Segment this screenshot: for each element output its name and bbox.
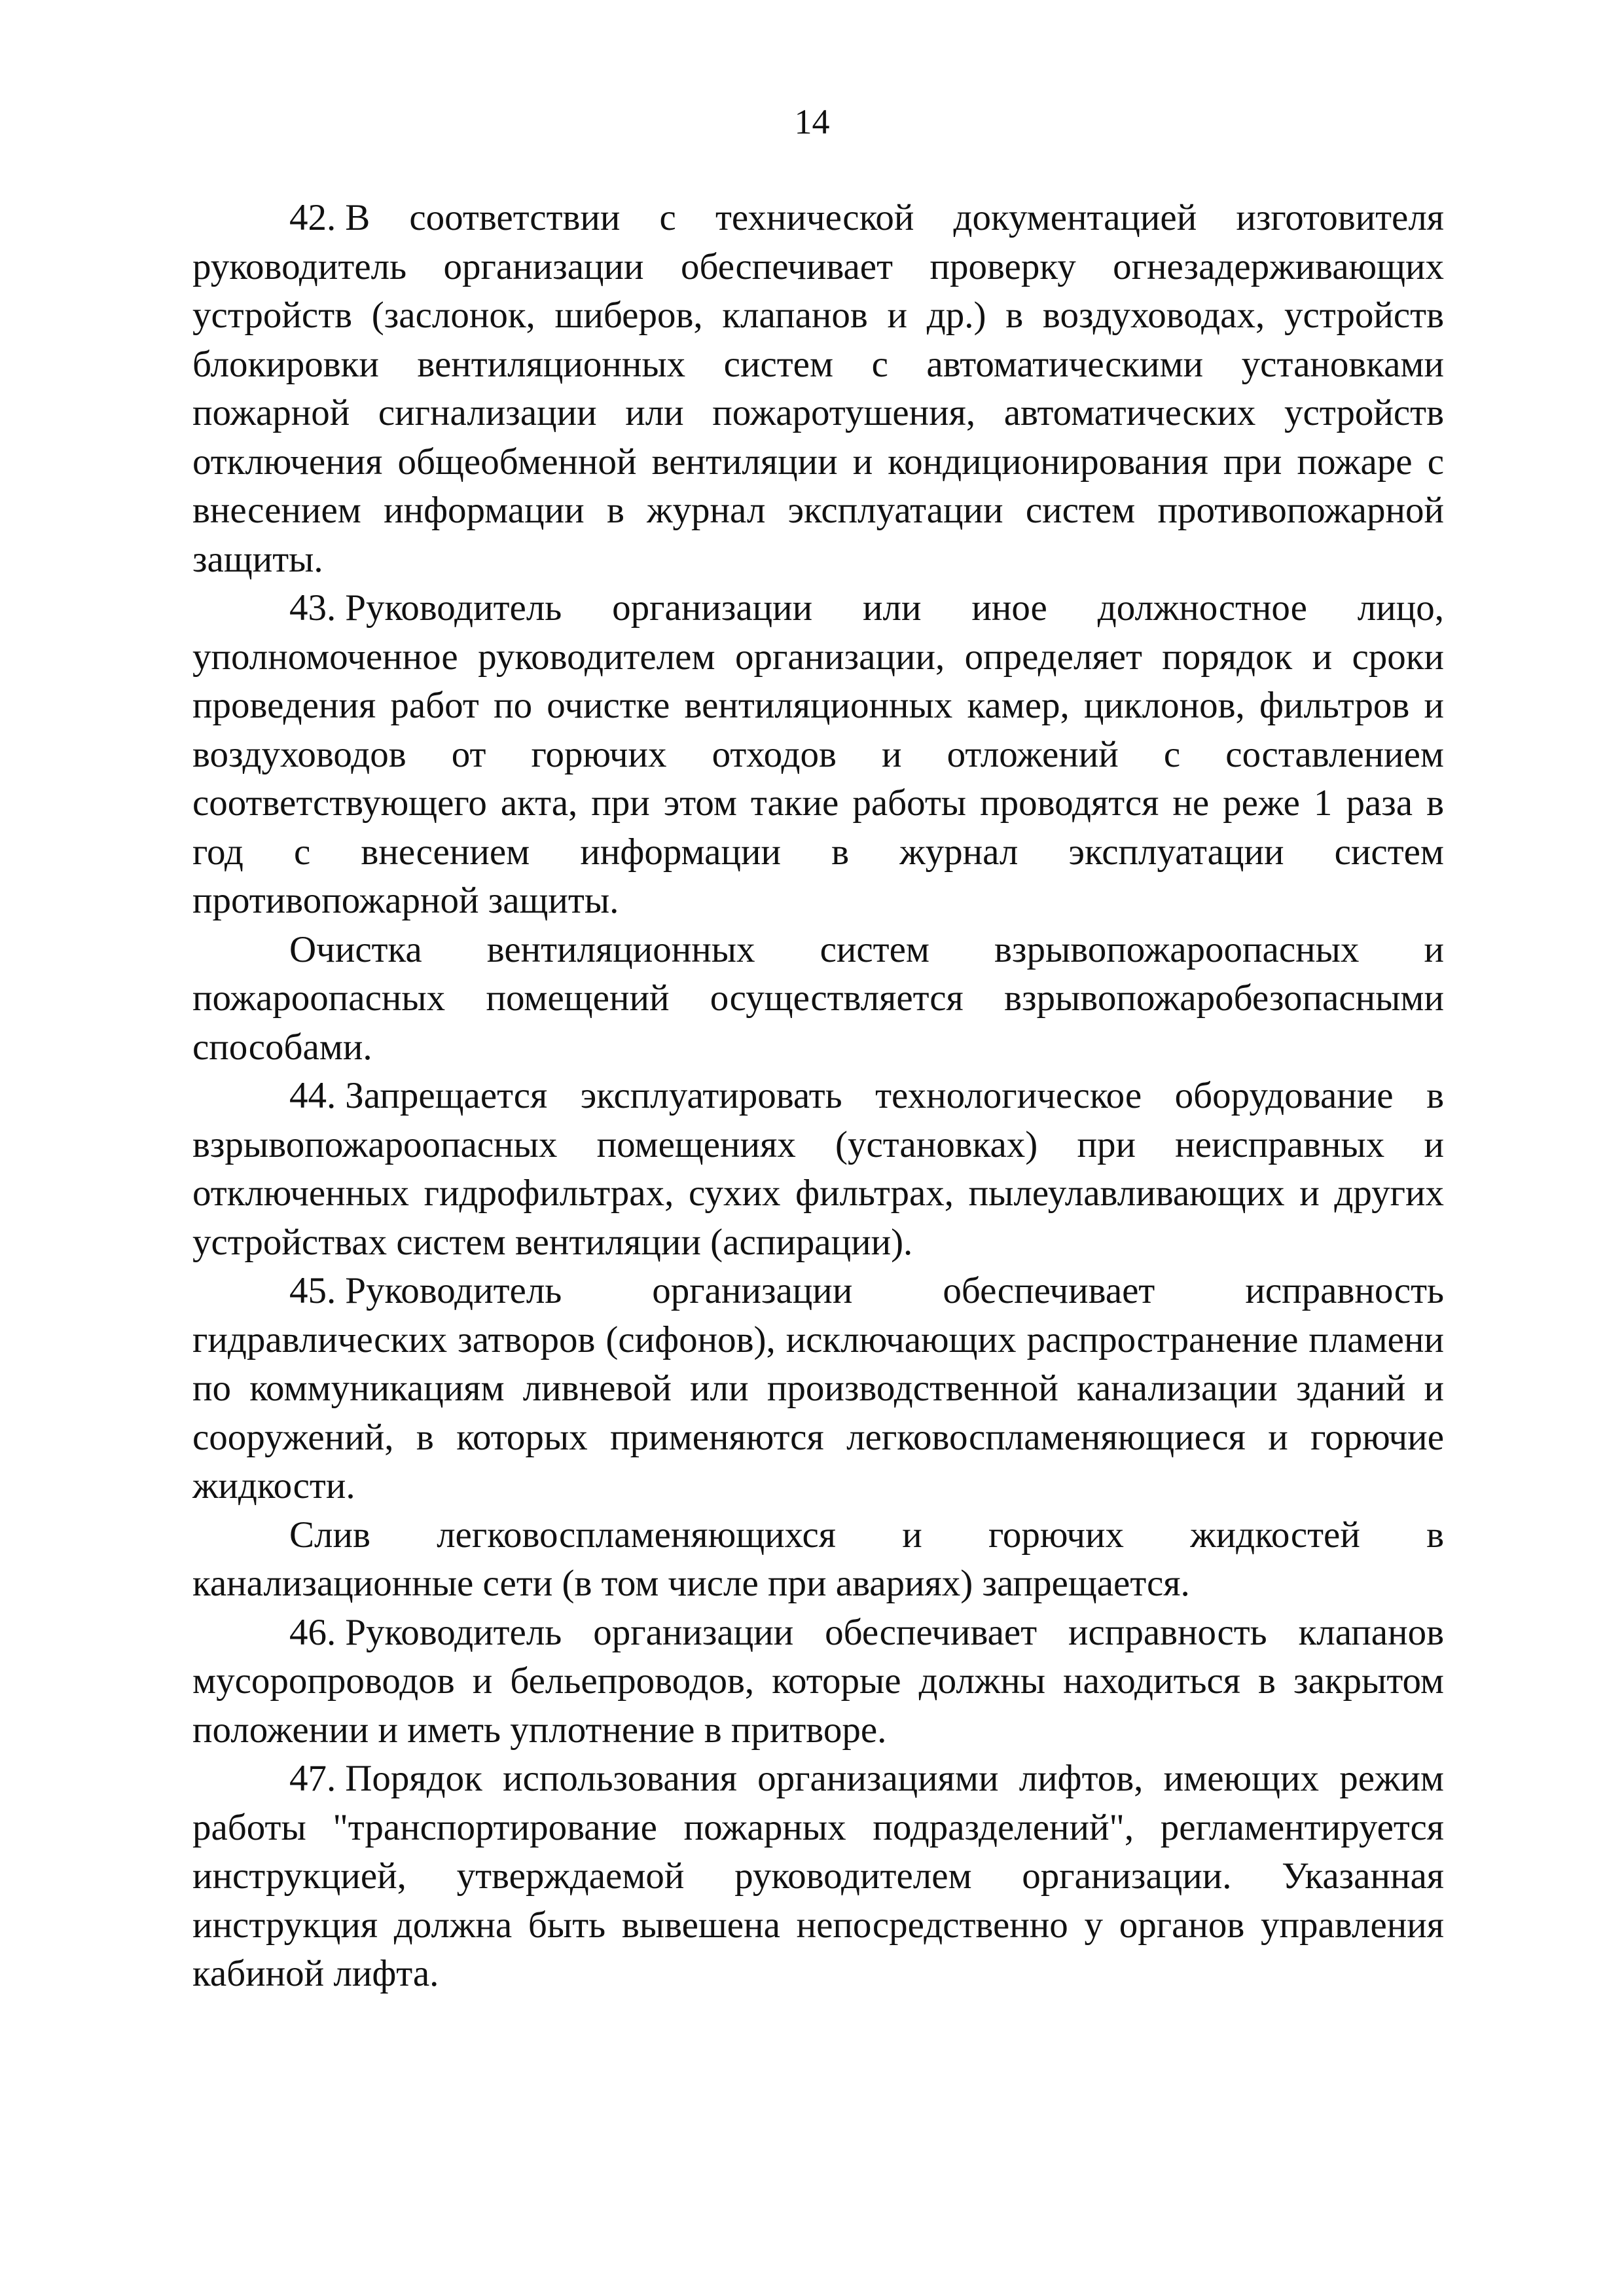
page-number: 14 xyxy=(794,102,830,141)
paragraph-number: 43. xyxy=(289,587,336,629)
paragraph-number: 45. xyxy=(289,1270,336,1311)
paragraph-number: 46. xyxy=(289,1611,336,1653)
paragraph-text: В соответствии с технической документацией изготовителя руководитель организации обеспечивает проверку огнезадерживающих устройств (заслонок, шиберов, клапанов и др.) в воздуховодах, устройств блокировки вентиляционных систем с автоматическими установками пожарной сигнализации или пожаротушения, автоматических устройств отключения общеобменной вентиляции и кондиционирования при пожаре с внесением информации в журнал эксплуатации систем противопожарной защиты. xyxy=(192,197,1444,580)
paragraph-43-continuation xyxy=(192,926,1444,1072)
paragraph-text: Руководитель организации обеспечивает исправность клапанов мусоропроводов и бельепроводов, которые должны находиться в закрытом положении и иметь уплотнение в притворе. xyxy=(192,1611,1444,1751)
paragraph-text: Запрещается эксплуатировать технологическое оборудование в взрывопожароопасных помещениях (установках) при неисправных и отключенных гидрофильтрах, сухих фильтрах, пылеулавливающих и других устройствах систем вентиляции (аспирации). xyxy=(192,1075,1444,1263)
paragraph-43 xyxy=(192,584,1444,926)
paragraph-text: Руководитель организации обеспечивает исправность гидравлических затворов (сифонов), исключающих распространение пламени по коммуникациям ливневой или производственной канализации зданий и сооружений, в которых применяются легковоспламеняющиеся и горючие жидкости. xyxy=(192,1270,1444,1506)
paragraph-text: Слив легковоспламеняющихся и горючих жидкостей в канализационные сети (в том числе при авариях) запрещается. xyxy=(192,1514,1444,1604)
paragraph-44 xyxy=(192,1072,1444,1267)
paragraph-46 xyxy=(192,1609,1444,1755)
paragraph-text: Очистка вентиляционных систем взрывопожароопасных и пожароопасных помещений осуществляется взрывопожаробезопасными способами. xyxy=(192,928,1444,1068)
paragraph-text: Порядок использования организациями лифтов, имеющих режим работы "транспортирование пожарных подразделений", регламентируется инструкцией, утверждаемой руководителем организации. Указанная инструкция должна быть вывешена непосредственно у органов управления кабиной лифта. xyxy=(192,1758,1444,1994)
document-body xyxy=(192,194,1444,1999)
paragraph-47 xyxy=(192,1755,1444,1999)
paragraph-42 xyxy=(192,194,1444,584)
paragraph-45-continuation xyxy=(192,1511,1444,1609)
paragraph-text: Руководитель организации или иное должностное лицо, уполномоченное руководителем организации, определяет порядок и сроки проведения работ по очистке вентиляционных камер, циклонов, фильтров и воздуховодов от горючих отходов и отложений с составлением соответствующего акта, при этом такие работы проводятся не реже 1 раза в год с внесением информации в журнал эксплуатации систем противопожарной защиты. xyxy=(192,587,1444,921)
paragraph-number: 42. xyxy=(289,197,336,238)
paragraph-45 xyxy=(192,1267,1444,1511)
paragraph-number: 47. xyxy=(289,1758,336,1799)
paragraph-number: 44. xyxy=(289,1075,336,1116)
